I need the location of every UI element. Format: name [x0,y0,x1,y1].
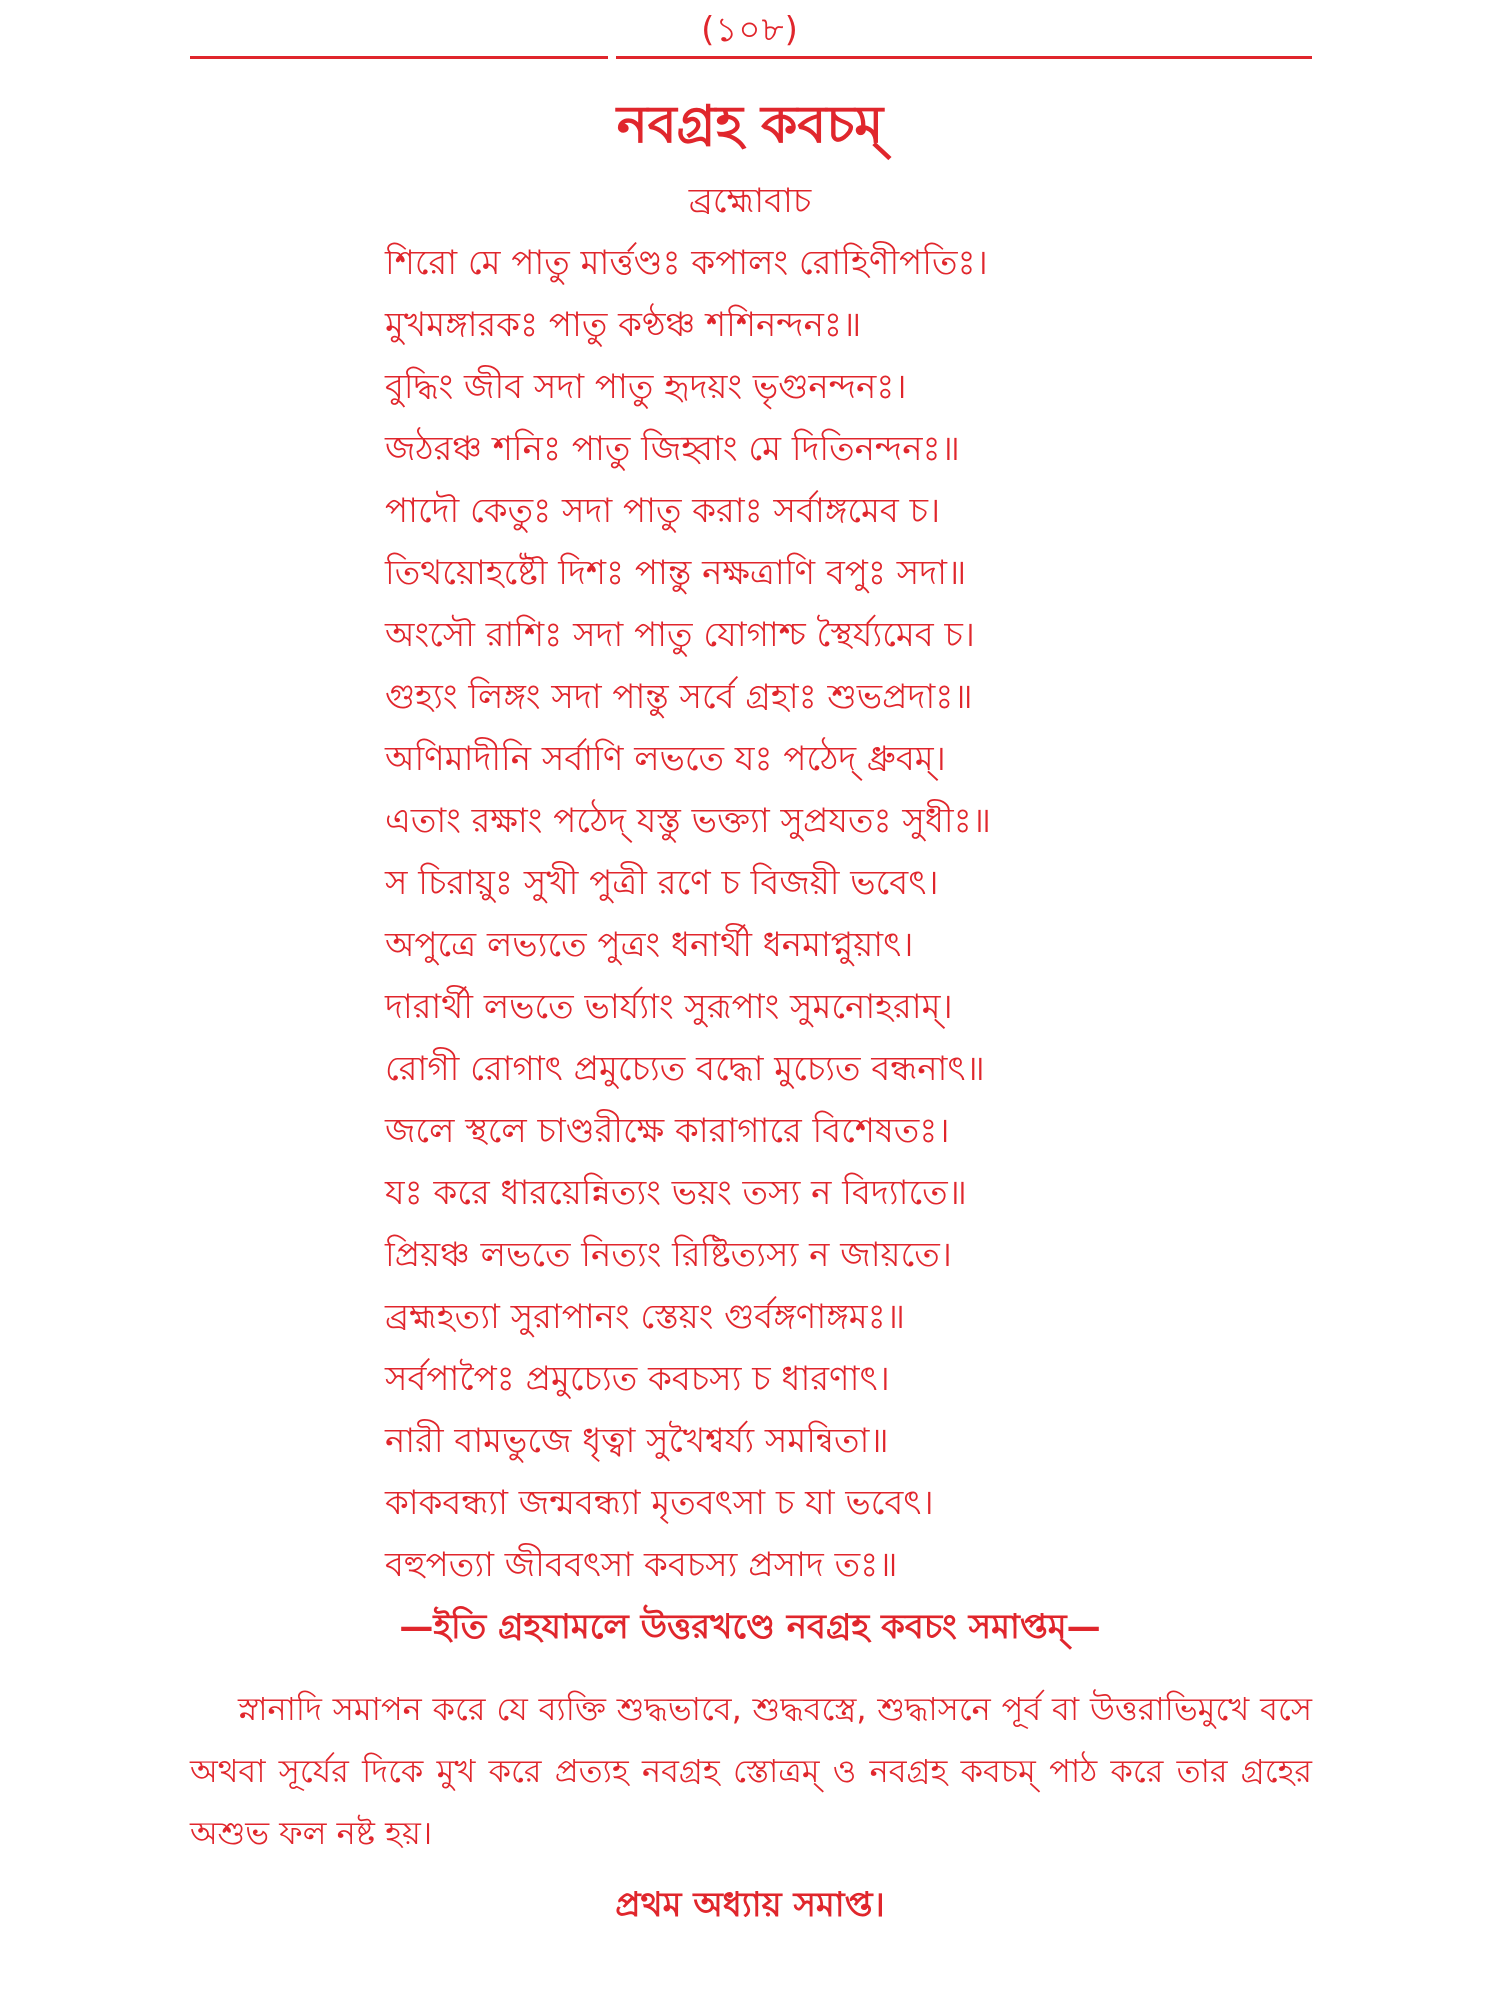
verse-line: প্রিয়ঞ্চ লভতে নিত্যং রিষ্টিত্যস্য ন জায়তে। [385,1235,952,1275]
verse-line: গুহ্যং লিঙ্গং সদা পান্তু সর্বে গ্রহাঃ শুভপ্রদাঃ॥ [385,677,973,717]
verse-line: এতাং রক্ষাং পঠেদ্ যস্তু ভক্ত্যা সুপ্রযতঃ সুধীঃ॥ [385,801,992,841]
verse-line: সর্বপাপৈঃ প্রমুচ্যেত কবচস্য চ ধারণাৎ। [385,1359,890,1399]
verse-line: রোগী রোগাৎ প্রমুচ্যেত বদ্ধো মুচ্যেত বন্ধনাৎ॥ [385,1049,985,1089]
verse-line: মুখমঙ্গারকঃ পাতু কণ্ঠঞ্চ শশিনন্দনঃ॥ [385,305,862,345]
verse-line: পাদৌ কেতুঃ সদা পাতু করাঃ সর্বাঙ্গমেব চ। [385,491,941,531]
speaker-heading: ব্রহ্মোবাচ [688,181,812,221]
verse-line: অপুত্রে লভ্যতে পুত্রং ধনার্থী ধনমাপ্নুয়াৎ। [385,925,914,965]
page-number: (১০৮) [701,10,799,50]
verse-line: শিরো মে পাতু মার্ত্তণ্ডঃ কপালং রোহিণীপতিঃ। [385,243,988,283]
verse-line: জঠরঞ্চ শনিঃ পাতু জিহ্বাং মে দিতিনন্দনঃ॥ [385,429,960,469]
verse-list [385,232,1285,1596]
header-rule-left [190,56,608,59]
verse-line: তিথয়োহষ্টৌ দিশঃ পান্তু নক্ষত্রাণি বপুঃ সদা॥ [385,553,967,593]
header-rule-right [616,56,1312,59]
verse-line: অংসৌ রাশিঃ সদা পাতু যোগাশ্চ স্থৈর্য্যমেব চ। [385,615,975,655]
verse-line: দারার্থী লভতে ভার্য্যাং সুরূপাং সুমনোহরাম্। [385,987,953,1027]
verse-line: অণিমাদীনি সর্বাণি লভতে যঃ পঠেদ্ ধ্রুবম্। [385,739,946,779]
verse-line: নারী বামভুজে ধৃত্বা সুখৈশ্বর্য্য সমন্বিতা॥ [385,1421,889,1461]
verse-line: কাকবন্ধ্যা জন্মবন্ধ্যা মৃতবৎসা চ যা ভবেৎ। [385,1483,934,1523]
verse-line: স চিরায়ুঃ সুখী পুত্রী রণে চ বিজয়ী ভবেৎ। [385,863,939,903]
verse-line: বুদ্ধিং জীব সদা পাতু হৃদয়ং ভৃগুনন্দনঃ। [385,367,907,407]
instruction-paragraph: স্নানাদি সমাপন করে যে ব্যক্তি শুদ্ধভাবে, শুদ্ধবস্ত্রে, শুদ্ধাসনে পূর্ব বা উত্তরাভিমুখে বসে অথবা সূর্যের দিকে মুখ করে প্রত্যহ নবগ্রহ স্তোত্রম্ ও নবগ্রহ কবচম্ পাঠ করে তার গ্রহের অশুভ ফল নষ্ট হয়। [190,1690,1312,1852]
verse-line: বহুপত্যা জীববৎসা কবচস্য প্রসাদ তঃ॥ [385,1545,898,1585]
chapter-end-note: প্রথম অধ্যায় সমাপ্ত। [615,1885,885,1925]
verse-line: জলে স্থলে চাণ্ডরীক্ষে কারাগারে বিশেষতঃ। [385,1111,950,1151]
verse-line: যঃ করে ধারয়েন্নিত্যং ভয়ং তস্য ন বিদ্যাতে॥ [385,1173,967,1213]
verse-line: ব্রহ্মহত্যা সুরাপানং স্তেয়ং গুর্বঙ্গণাঙ্গমঃ॥ [385,1297,905,1337]
colophon: —ইতি গ্রহযামলে উত্তরখণ্ডে নবগ্রহ কবচং সমাপ্তম্— [399,1607,1101,1647]
page-title: নবগ্রহ কবচম্ [616,95,884,155]
